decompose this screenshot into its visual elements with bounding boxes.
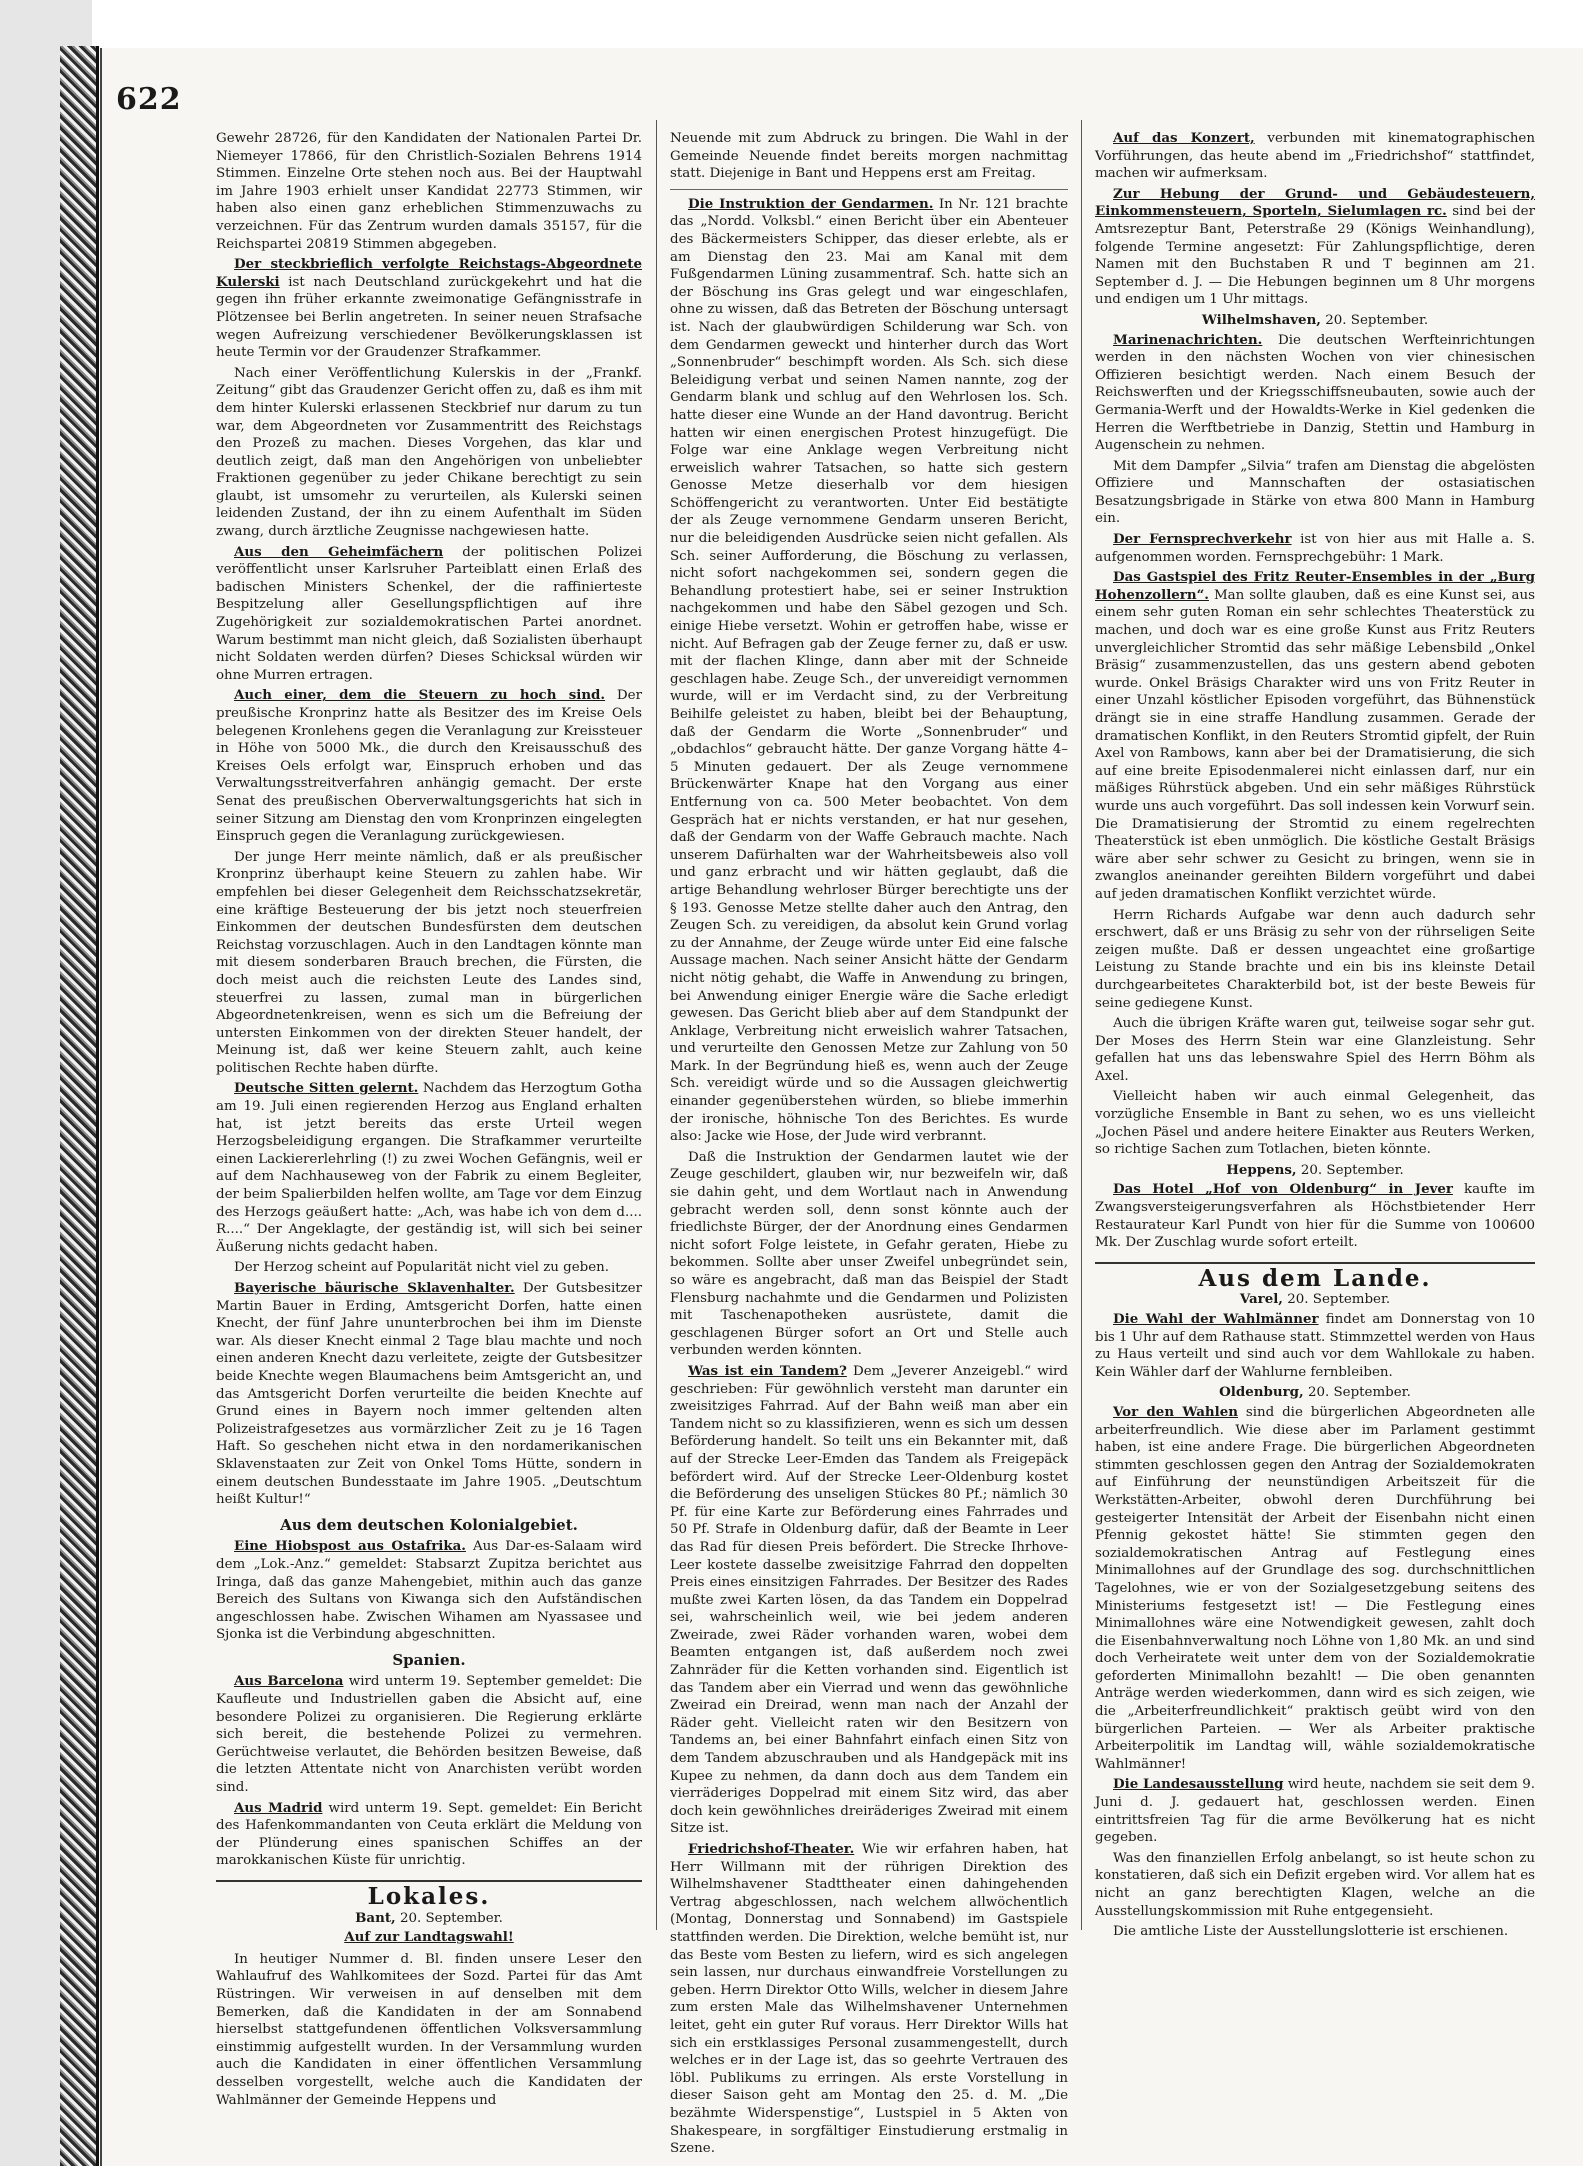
article-landesausstellung (1095, 1776, 1535, 1846)
headline: Vor den Wahlen (1113, 1403, 1238, 1420)
article-body: Dem „Jeverer Anzeigebl.“ wird geschrieben: Für gewöhnlich versteht man darunter ein zweisitziges Fahrrad. Auf der Bahn weiß man aber ein Tandem nicht so zu klassifizieren, wenn es sich um dessen Beförderung handelt. So teilt uns ein Bekannter mit, daß auf der Strecke Leer-Emden das Tandem als Freigepäck befördert wird. Auf der Strecke Leer-Oldenburg kostet die Beförderung des unseligen Stückes 80 Pf.; nämlich 30 Pf. für eine Karte zur Beförderung eines Fahrrades und 50 Pf. Strafe in Oldenburg dafür, daß der Beamte in Leer das Rad für diesen Preis befördert. Die Strecke Ihrhove-Leer kostete dasselbe zweisitzige Fahrrad den doppelten Preis eines einsitzigen Fahrrades. Der Besitzer des Rades mußte zwei Karten lösen, da das Tandem ein Doppelrad sei, wahrscheinlich weil, wie bei jedem anderen Zweirade, zwei Räder vorhanden waren, wobei dem Beamten entgangen ist, daß außerdem noch zwei Zahnräder für die Ketten vorhanden sind. Eigentlich ist das Tandem aber ein Vierrad und wenn das gewöhnliche Zweirad ein Dreirad, wenn man nach der Anzahl der Räder geht. Vielleicht raten wir den Besitzern von Tandems an, bei einer Bahnfahrt einfach einen Sitz von dem Tandem abzuschrauben und als Handgepäck mit ins Kupee zu nehmen, da dann doch aus dem Tandem ein vierräderiges Doppelrad mit einem Sitz wird, das aber doch kein gewöhnliches dreiräderiges Zweirad mit einem Sitze ist. (670, 1363, 1068, 1837)
dateline-date: 20. September. (1287, 1292, 1391, 1308)
article-body: wird unterm 19. September gemeldet: Die Kaufleute und Industriellen gaben die Absicht auf, eine besondere Polizei zu organisieren. Die Regierung erklärte sich bereit, die bestehende Polizei zu vermehren. Gerüchtweise verlautet, die Behörden besitzen Beweise, daß die letzten Attentate nicht von Anarchisten verübt worden sind. (216, 1674, 642, 1796)
article-continuation: Neuende mit zum Abdruck zu bringen. Die Wahl in der Gemeinde Neuende findet bereits morgen nachmittag statt. Diejenige in Bant und Heppens erst am Freitag. (670, 131, 1068, 182)
paragraph: Was den finanziellen Erfolg anbelangt, so ist heute schon zu konstatieren, daß sich ein Defizit ergeben wird. Vor allem hat es nicht an ganz berechtigten Klagen, welche an die Ausstellungskommission mit Ruhe entgegensieht. (1095, 1850, 1535, 1919)
article-friedrichshof-theater (670, 1841, 1068, 2158)
paragraph: Auch die übrigen Kräfte waren gut, teilweise sogar sehr gut. Der Moses des Herrn Stein war eine Glanzleistung. Sehr gefallen hat uns das lebenswahre Spiel des Herrn Böhm als Axel. (1095, 1016, 1535, 1084)
article-sitten (216, 1080, 642, 1256)
marbled-cover-edge (60, 46, 99, 2166)
article-sklavenhalter (216, 1280, 642, 1509)
paragraph: Nach einer Veröffentlichung Kulerskis in der „Frankf. Zeitung“ gibt das Graudenzer Gericht offen zu, daß es ihm mit dem hinter Kulerski erlassenen Steckbrief nur darum zu tun war, dem Abgeordneten vor Zusammentritt des Reichstags den Prozeß zu machen. Dieses Vorgehen, das klar und deutlich zeigt, daß man den Angehörigen von unbeliebter Fraktionen gegenüber zu jeder Chikane berechtigt zu sein glaubt, ist umsomehr zu verurteilen, als Kulerski seinen leidenden Zustand, der ihn zu einem Aufenthalt im Süden zwang, durch ärztliche Zeugnisse nachgewiesen hatte. (216, 365, 642, 540)
headline: Friedrichshof-Theater. (688, 1841, 855, 1857)
article-vor-den-wahlen (1095, 1404, 1535, 1773)
page-number: 622 (116, 82, 182, 117)
headline: Auf das Konzert, (1113, 130, 1255, 146)
article-body: sind bei der Amtsrezeptur Bant, Peterstraße 29 (Königs Weinhandlung), folgende Termine angesetzt: Für Zahlungspflichtige, deren Namen mit den Buchstaben R und T beginnen am 21. September d. J. — Die Hebungen beginnen um 8 Uhr morgens und endigen um 1 Uhr mittags. (1095, 204, 1535, 308)
article-body: ist nach Deutschland zurückgekehrt und hat die gegen ihn früher erkannte zweimonatige Gefängnisstrafe in Plötzensee bei Berlin angetreten. In seiner neuen Strafsache wegen Aufreizung verschiedener Bevölkerungsklassen ist heute Termin vor der Graudenzer Strafkammer. (216, 274, 642, 361)
dateline-date: 20. September. (1300, 1162, 1404, 1178)
headline: Die Landesausstellung (1113, 1776, 1284, 1793)
dateline-bant (216, 1910, 642, 1928)
article-hotel-oldenburg (1095, 1181, 1535, 1251)
article-body: Der preußische Kronprinz hatte als Besitzer des im Kreise Oels belegenen Kronlehens gegen die Veranlagung zur Kreissteuer in Höhe von 5000 Mk., die durch den Kreisausschuß des Kreises Oels erfolgt war, Einspruch erhoben und das Verwaltungsstreitverfahren anhängig gemacht. Der erste Senat des preußischen Oberverwaltungsgerichts hat sich in seiner Sitzung am Dienstag den vom Kronprinzen eingelegten Einspruch gegen die Veranlagung zurückgewiesen. (216, 688, 642, 845)
headline: Aus Madrid (234, 1799, 323, 1816)
section-title-kolonial: Aus dem deutschen Kolonialgebiet. (280, 1515, 578, 1534)
article-gendarmen (670, 196, 1068, 1146)
paragraph: Die amtliche Liste der Ausstellungslotterie ist erschienen. (1113, 1924, 1509, 1940)
headline: Die Wahl der Wahlmänner (1113, 1311, 1319, 1327)
paragraph: Der Herzog scheint auf Popularität nicht viel zu geben. (234, 1260, 610, 1276)
headline: Aus den Geheimfächern (234, 543, 444, 560)
article-body: verbunden mit kinematographischen Vorführungen, das heute abend im „Friedrichshof“ stattfindet, machen wir aufmerksam. (1095, 131, 1535, 182)
article-body: ist von hier aus mit Halle a. S. aufgenommen worden. Fernsprechgebühr: 1 Mark. (1095, 532, 1536, 565)
headline: Der Fernsprechverkehr (1113, 531, 1292, 548)
paragraph: Der junge Herr meinte nämlich, daß er als preußischer Kronprinz überhaupt keine Steuern zu zahlen habe. Wir empfehlen bei dieser Gelegenheit dem Reichsschatzsekretär, eine kräftige Besteuerung der bis jetzt noch steuerfreien Einkommen der deutschen Bundesfürsten dem deutschen Reichstag vorzuschlagen. Auch in den Landtagen könnte man mit diesem sonderbaren Brauch brechen, die Fürsten, die doch meist auch die reichsten Leute des Landes sind, steuerfrei zu lassen, zumal man in bürgerlichen Abgeordnetenkreisen, wenn es sich um die Befreiung der untersten Einkommen von der direkten Steuer handelt, der Meinung ist, daß wer keine Steuern zahlt, auch keine politischen Rechte haben dürfte. (216, 849, 642, 1076)
headline: Bayerische bäurische Sklavenhalter. (234, 1280, 515, 1296)
dateline-place: Varel, (1239, 1291, 1283, 1308)
article-body: Wie wir erfahren haben, hat Herr Willmann mit der rührigen Direktion des Wilhelmshavener Stadttheater einen dahingehenden Vertrag abgeschlossen, nach welchem allwöchentlich (Montag, Donnerstag und Sonnabend) im Gastspiele stattfinden werden. Die Direktion, welche bemüht ist, nur das Beste vom Besten zu liefern, wird es sich angelegen sein lassen, nur durchaus einwandfreie Vorstellungen zu geben. Herrn Direktor Otto Wills, welcher in diesem Jahre zum ersten Male das Wilhelmshavener Unternehmen leitet, geht ein guter Ruf voraus. Herr Direktor Wills hat sich ein erstklassiges Personal zusammengestellt, durch welches er in der Lage ist, das so geehrte Vertrauen des löbl. Publikums zu erringen. Als erste Vorstellung in dieser Saison geht am Montag den 25. d. M. „Die bezähmte Widerspenstige“, Lustspiel in 5 Akten von Shakespeare, in sorgfältiger Einstudierung erstmalig in Szene. (670, 1842, 1068, 2157)
column-3 (1095, 130, 1535, 2130)
dateline-wilhelmshaven (1095, 312, 1535, 330)
article-marinenachrichten (1095, 332, 1535, 455)
headline: Auch einer, dem die Steuern zu hoch sind. (234, 687, 606, 704)
dateline-date: 20. September. (399, 1910, 503, 1926)
paragraph: Mit dem Dampfer „Silvia“ trafen am Dienstag die abgelösten Offiziere und Mannschaften der ostasiatischen Besatzungsbrigade in Stärke von etwa 800 Mann in Hamburg ein. (1095, 458, 1535, 527)
headline: Marinenachrichten. (1113, 331, 1263, 348)
article-steuerhebung (1095, 186, 1535, 309)
column-rule-1 (656, 120, 657, 1930)
article-body: Nachdem das Herzogtum Gotha am 19. Juli einen regierenden Herzog aus England erhalten hat, ist jetzt bereits das erste Urteil wegen Herzogsbeleidigung ergangen. Die Strafkammer verurteilte einen Lackiererlehrling (!) zu zwei Wochen Gefängnis, weil er auf dem Nachhauseweg von der Fabrik zu einem Begleiter, der beim Spalierbilden helfen wollte, am Tage vor dem Einzug des Herzogs geäußert hatte: „Ach, was habe ich von dem d.... R....“ Der Angeklagte, der geständig ist, will sich bei seiner Äußerung nichts gedacht haben. (216, 1081, 642, 1255)
article-barcelona (216, 1673, 642, 1796)
divider (670, 189, 1068, 190)
headline: Das Hotel „Hof von Oldenburg“ in Jever (1113, 1181, 1453, 1198)
article-konzert (1095, 130, 1535, 183)
headline: Das Gastspiel des Fritz Reuter-Ensembles in der „Burg Hohenzollern“. (1095, 569, 1535, 603)
dateline-varel (1095, 1291, 1535, 1309)
dateline-date: 20. September. (1325, 312, 1429, 328)
section-title-lande: Aus dem Lande. (1095, 1262, 1535, 1288)
article-fernsprechverkehr (1095, 531, 1535, 566)
dateline-place: Bant, (355, 1909, 396, 1926)
column-rule-2 (1081, 120, 1082, 1930)
section-title-spanien: Spanien. (392, 1650, 466, 1669)
article-body: wird unterm 19. Sept. gemeldet: Ein Bericht des Hafenkommandanten von Ceuta erklärt die Meldung von der Plünderung eines spanischen Schiffes an der marokkanischen Küste für unrichtig. (216, 1800, 643, 1869)
landtagswahl-title: Auf zur Landtagswahl! (344, 1929, 514, 1946)
article-body: sind die bürgerlichen Abgeordneten alle arbeiterfreundlich. Wie diese aber im Parlament gestimmt haben, ist eine andere Frage. Die bürgerlichen Abgeordneten stimmten geschlossen gegen den Antrag der Sozialdemokraten auf Einführung der neunstündigen Arbeitszeit für die Werkstätten-Arbeiter, obwohl deren Durchführung bei gesteigerter Intensität der Arbeit der Eisenbahn nicht einen Pfennig gekostet hätte! Sie stimmten gegen den sozialdemokratischen Antrag auf Festlegung eines Minimallohnes auf der Grundlage des sog. durchschnittlichen Tagelohnes, wie er von der Sozialgesetzgebung seitens des Ministeriums festgesetzt ist! — Die Festlegung eines Minimallohnes wäre eine Notwendigkeit gewesen, zahlt doch die Eisenbahnverwaltung noch Löhne von 1,80 Mk. an und sind doch Verheiratete weit unter dem von der Sozialdemokratie geforderten Minimallohn bezahlt! — Die oben genannten Anträge werden wiederkommen, dann wird es sich zeigen, wie die „Arbeiterfreundlichkeit“ praktisch geübt wird von den bürgerlichen Parteien. — Wer als Arbeiter praktische Arbeiterpolitik im Landtag will, wähle sozialdemokratische Wahlmänner! (1095, 1404, 1535, 1772)
headline: Deutsche Sitten gelernt. (234, 1080, 419, 1097)
paragraph: Herrn Richards Aufgabe war denn auch dadurch sehr erschwert, daß er uns Bräsig zu sehr von der rührseligen Seite zeigen mußte. Daß er dessen ungeachtet eine großartige Leistung zu Stande brachte und ein bis ins kleinste Detail durchgearbeitetes Charakterbild bot, ist der beste Beweis für seine gediegene Kunst. (1095, 907, 1535, 1011)
landtagswahl-body: In heutiger Nummer d. Bl. finden unsere Leser den Wahlaufruf des Wahlkomitees der Sozd. Partei für das Amt Rüstringen. Wir verweisen in auf denselben mit dem Bemerken, daß die Kandidaten in der am Sonnabend hierselbst stattgefundenen öffentlichen Volksversammlung einstimmig aufgestellt wurden. In der Versammlung wurden auch die Kandidaten in einer öffentlichen Versammlung desselben vorgestellt, welche auch die Kandidaten der Wahlmänner der Gemeinde Heppens und (216, 1951, 642, 2108)
headline: Was ist ein Tandem? (688, 1362, 847, 1379)
article-kulerski (216, 256, 642, 362)
dateline-heppens (1095, 1162, 1535, 1180)
headline: Eine Hiobspost aus Ostafrika. (234, 1538, 466, 1555)
article-body: Der Gutsbesitzer Martin Bauer in Erding, Amtsgericht Dorfen, hatte einen Knecht, der fünf Jahre ununterbrochen bei ihm im Dienste war. Als dieser Knecht einmal 2 Tage blau machte und noch einen anderen Knecht dazu verleitete, zeigte der Gutsbesitzer beide Knechte wegen Blaumachens beim Amtsgericht an, und das Amtsgericht Dorfen verurteilte die beiden Knechte auf Grund eines in Bayern noch immer geltenden alten Polizeistrafgesetzes aus vormärzlicher Zeit zu je 16 Tagen Haft. So geschehen nicht etwa in den nordamerikanischen Sklavenstaaten zur Zeit von Onkel Toms Hütte, sondern in einem deutschen Bundesstaate im Jahre 1905. „Deutschtum heißt Kultur!“ (216, 1281, 642, 1508)
headline: Der steckbrieflich verfolgte Reichstags-Abgeordnete Kulerski (216, 256, 642, 290)
article-tandem (670, 1363, 1068, 1838)
article-wahlmaenner (1095, 1311, 1535, 1381)
column-1 (216, 130, 642, 2130)
paragraph: Vielleicht haben wir auch einmal Gelegenheit, das vorzügliche Ensemble in Bant zu sehen, wo es uns vielleicht „Jochen Päsel und andere heitere Einakter aus Reuters Werken, so richtige Sachen zum Totlachen, bieten könnte. (1095, 1089, 1535, 1158)
article-body: Aus Dar-es-Salaam wird dem „Lok.-Anz.“ gemeldet: Stabsarzt Zupitza berichtet aus Iringa, daß das ganze Mahengebiet, mithin auch das ganze Bereich des Sultans von Kiwanga sich den Aufständischen angeschlossen habe. Zwischen Wihamen am Nyassasee und Sjonka ist die Verbindung abgeschnitten. (216, 1539, 642, 1643)
article-continuation: Gewehr 28726, für den Kandidaten der Nationalen Partei Dr. Niemeyer 17866, für den Christlich-Sozialen Behrens 1914 Stimmen. Einzelne Orte stehen noch aus. Bei der Hauptwahl im Jahre 1903 erhielt unser Kandidat 22773 Stimmen, wir haben also einen ganz erheblichen Stimmenzuwachs zu verzeichnen. Für das Zentrum wurden damals 35157, für die Reichspartei 20819 Stimmen abgegeben. (216, 131, 642, 252)
article-geheimfaecher (216, 544, 642, 685)
headline: Aus Barcelona (234, 1673, 344, 1690)
article-body: der politischen Polizei veröffentlicht unser Karlsruher Parteiblatt einen Erlaß des badischen Ministers Schenkel, der die raffinierteste Bespitzelung aller Gesellungspflichtigen auf ihre Zugehörigkeit zur sozialdemokratischen Partei anordnet. Warum bestimmt man nicht gleich, daß Sozialisten überhaupt nicht Soldaten werden dürfen? Dieses Schicksal würden wir ohne Murren ertragen. (216, 544, 642, 683)
article-body: findet am Donnerstag von 10 bis 1 Uhr auf dem Rathause statt. Stimmzettel werden von Haus zu Haus verteilt und sind auch vor dem Wahllokale zu haben. Kein Wähler darf der Wahlurne fernbleiben. (1095, 1312, 1535, 1380)
dateline-date: 20. September. (1307, 1385, 1411, 1401)
article-steuern (216, 687, 642, 845)
article-body: wird heute, nachdem sie seit dem 9. Juni d. J. gedauert hat, geschlossen werden. Einen eintrittsfreien Tag für die arme Bevölkerung hat es nicht gegeben. (1095, 1777, 1535, 1846)
dateline-place: Wilhelmshaven, (1201, 311, 1321, 328)
section-title-lokales: Lokales. (216, 1880, 642, 1906)
dateline-oldenburg (1095, 1384, 1535, 1402)
article-ostafrika (216, 1538, 642, 1644)
article-madrid (216, 1800, 642, 1870)
paragraph: Daß die Instruktion der Gendarmen lautet wie der Zeuge geschildert, glauben wir, nur bezweifeln wir, daß sie dahin geht, und dem Wortlaut nach in Anwendung gebracht werden soll, denn sonst könnte auch der friedlichste Bürger, der der Anordnung eines Gendarmen nicht sofort Folge leistete, in Gefahr geraten, Hiebe zu bekommen. Sollte aber unser Zweifel unbegründet sein, so wäre es angebracht, daß man das Beispiel der Stadt Flensburg nachahmte und die Gendarmen und Polizisten mit Taschenapotheken ausrüstete, damit die geschlagenen Bürger sofort an Ort und Stelle auch verbunden werden könnten. (670, 1149, 1068, 1359)
article-body: kaufte im Zwangsversteigerungsverfahren als Höchstbietender Herr Restaurateur Karl Pundt von hier für die Summe von 100600 Mk. Der Zuschlag wurde sofort erteilt. (1095, 1182, 1535, 1251)
article-body: Man sollte glauben, daß es eine Kunst sei, aus einem sehr guten Roman ein sehr schlechtes Theaterstück zu machen, und doch war es eine große Kunst aus Fritz Reuters unvergleichlicher Stromtid das sehr mäßige Lebensbild „Onkel Bräsig“ zusammenzustellen, das uns gestern abend geboten wurde. Onkel Bräsigs Charakter wird uns von Fritz Reuter in einer Unzahl köstlicher Episoden vorgeführt, das Bühnenstück drängt sie in eine straffe Handlung zusammen. Gerade der dramatischen Konflikt, in den Reuters Stromtid gipfelt, der Ruin Axel von Rambows, kann aber bei der Dramatisierung, die sich auf eine breite Episodenmalerei nicht einlassen darf, nur ein mäßiges Rührstück abgeben. Und ein sehr mäßiges Rührstück wurde uns auch vorgeführt. Das soll indessen kein Vorwurf sein. Die Dramatisierung der Stromtid zu einem regelrechten Theaterstück ist eben unmöglich. Die köstliche Gestalt Bräsigs wäre aber sehr schwer zu Gesicht zu bringen, wenn sie in zwanglos aneinander gereihten Bildern vorgeführt und dabei auf jeden dramatischen Konflikt verzichtet würde. (1095, 587, 1535, 902)
dateline-place: Oldenburg, (1219, 1384, 1304, 1401)
article-body: In Nr. 121 brachte das „Nordd. Volksbl.“ einen Bericht über ein Abenteuer des Bäckermeisters Schipper, das dieser erlebte, als er am Dienstag den 23. Mai am Kanal mit dem Fußgendarmen Lüning zusammentraf. Sch. hatte sich an der Böschung ins Gras gelegt und war eingeschlafen, ohne zu wissen, daß das Betreten der Böschung untersagt ist. Nach der glaubwürdigen Schilderung war Sch. von dem Gendarmen geweckt und hinterher durch das Wort „Sonnenbruder“ beschimpft worden. Als Sch. sich diese Beleidigung verbat und seinen Namen nannte, zog der Gendarm blank und schlug auf den Wehrlosen los. Sch. hatte dieser eine Wunde an der Hand davontrug. Bericht hatten wir einen energischen Protest hinzugefügt. Die Folge war eine Anklage wegen Verbreitung nicht erweislich wahrer Tatsachen, so hatte sich gestern Genosse Metze dieserhalb vor dem hiesigen Schöffengericht zu verantworten. Unter Eid bestätigte der als Zeuge vernommene Gendarm unseren Bericht, nur die beleidigenden Ausdrücke seien nicht gefallen. Als Sch. seiner Aufforderung, die Böschung zu verlassen, nicht sofort nachgekommen sei, sondern gegen die Behandlung protestiert habe, sei er seiner Instruktion nachgekommen und habe den Säbel gezogen und Sch. einige Hiebe versetzt. Wohin er getroffen habe, wisse er nicht. Auf Befragen gab der Zeuge ferner zu, daß er usw. mit der flachen Klinge, dann aber mit der Schneide geschlagen habe. Zeuge Sch., der unvereidigt vernommen wurde, will er im Verdacht sind, zu der Verbreitung Beihilfe geleistet zu haben, bleibt bei der Behauptung, daß der Gendarm die Worte „Sonnenbruder“ und „obdachlos“ gebraucht hätte. Der ganze Vorgang hätte 4–5 Minuten gedauert. Der als Zeuge vernommene Brückenwärter Knape hat den Vorgang aus einer Entfernung von ca. 500 Meter beobachtet. Von dem Gespräch hat er nichts verstanden, er hat nur gesehen, daß der Gendarm von der Waffe Gebrauch machte. Nach unserem Dafürhalten war der Wahrheitsbeweis also voll und ganz erbracht und wir hätten geglaubt, daß die artige Behandlung wehrloser Bürger berechtigte uns der § 193. Genosse Metze stellte daher auch den Antrag, den Zeugen Sch. zu vereidigen, da absolut kein Grund vorlag zu der Annahme, der Zeuge würde unter Eid eine falsche Aussage machen. Nach seiner Ansicht hätte der Gendarm nicht nötig gehabt, die Waffe in Anwendung zu bringen, bei Anwendung einiger Energie wäre die Sache erledigt gewesen. Das Gericht blieb aber auf dem Standpunkt der Anklage, Verbreitung nicht erweislich wahrer Tatsachen, und verurteilte den Genossen Metze zur Zahlung von 50 Mark. In der Begründung hieß es, wenn auch der Zeuge Sch. vereidigt würde und so die Aussagen gleichwertig einander gegenüberstehen würden, so bliebe immerhin der ironische, höhnische Ton des Berichtes. Es wurde also: Jacke wie Hose, der Jude wird verbrannt. (670, 196, 1068, 1145)
article-body: Die deutschen Werfteinrichtungen werden in den nächsten Wochen von vier chinesischen Offizieren besichtigt werden. Nach einem Besuch der Reichswerften und der Kriegsschiffsneubauten, sowie auch der Germania-Werft und der Howaldts-Werke in Kiel gedenken die Herren die Werftbetriebe in Danzig, Stettin und Hamburg in Augenschein zu nehmen. (1095, 332, 1535, 454)
headline: Zur Hebung der Grund- und Gebäudesteuern, Einkommensteuern, Sporteln, Sielumlagen rc. (1095, 185, 1535, 220)
headline: Die Instruktion der Gendarmen. (688, 195, 934, 212)
article-reuter-ensemble (1095, 569, 1535, 903)
dateline-place: Heppens, (1226, 1161, 1297, 1178)
column-2 (670, 130, 1068, 2157)
